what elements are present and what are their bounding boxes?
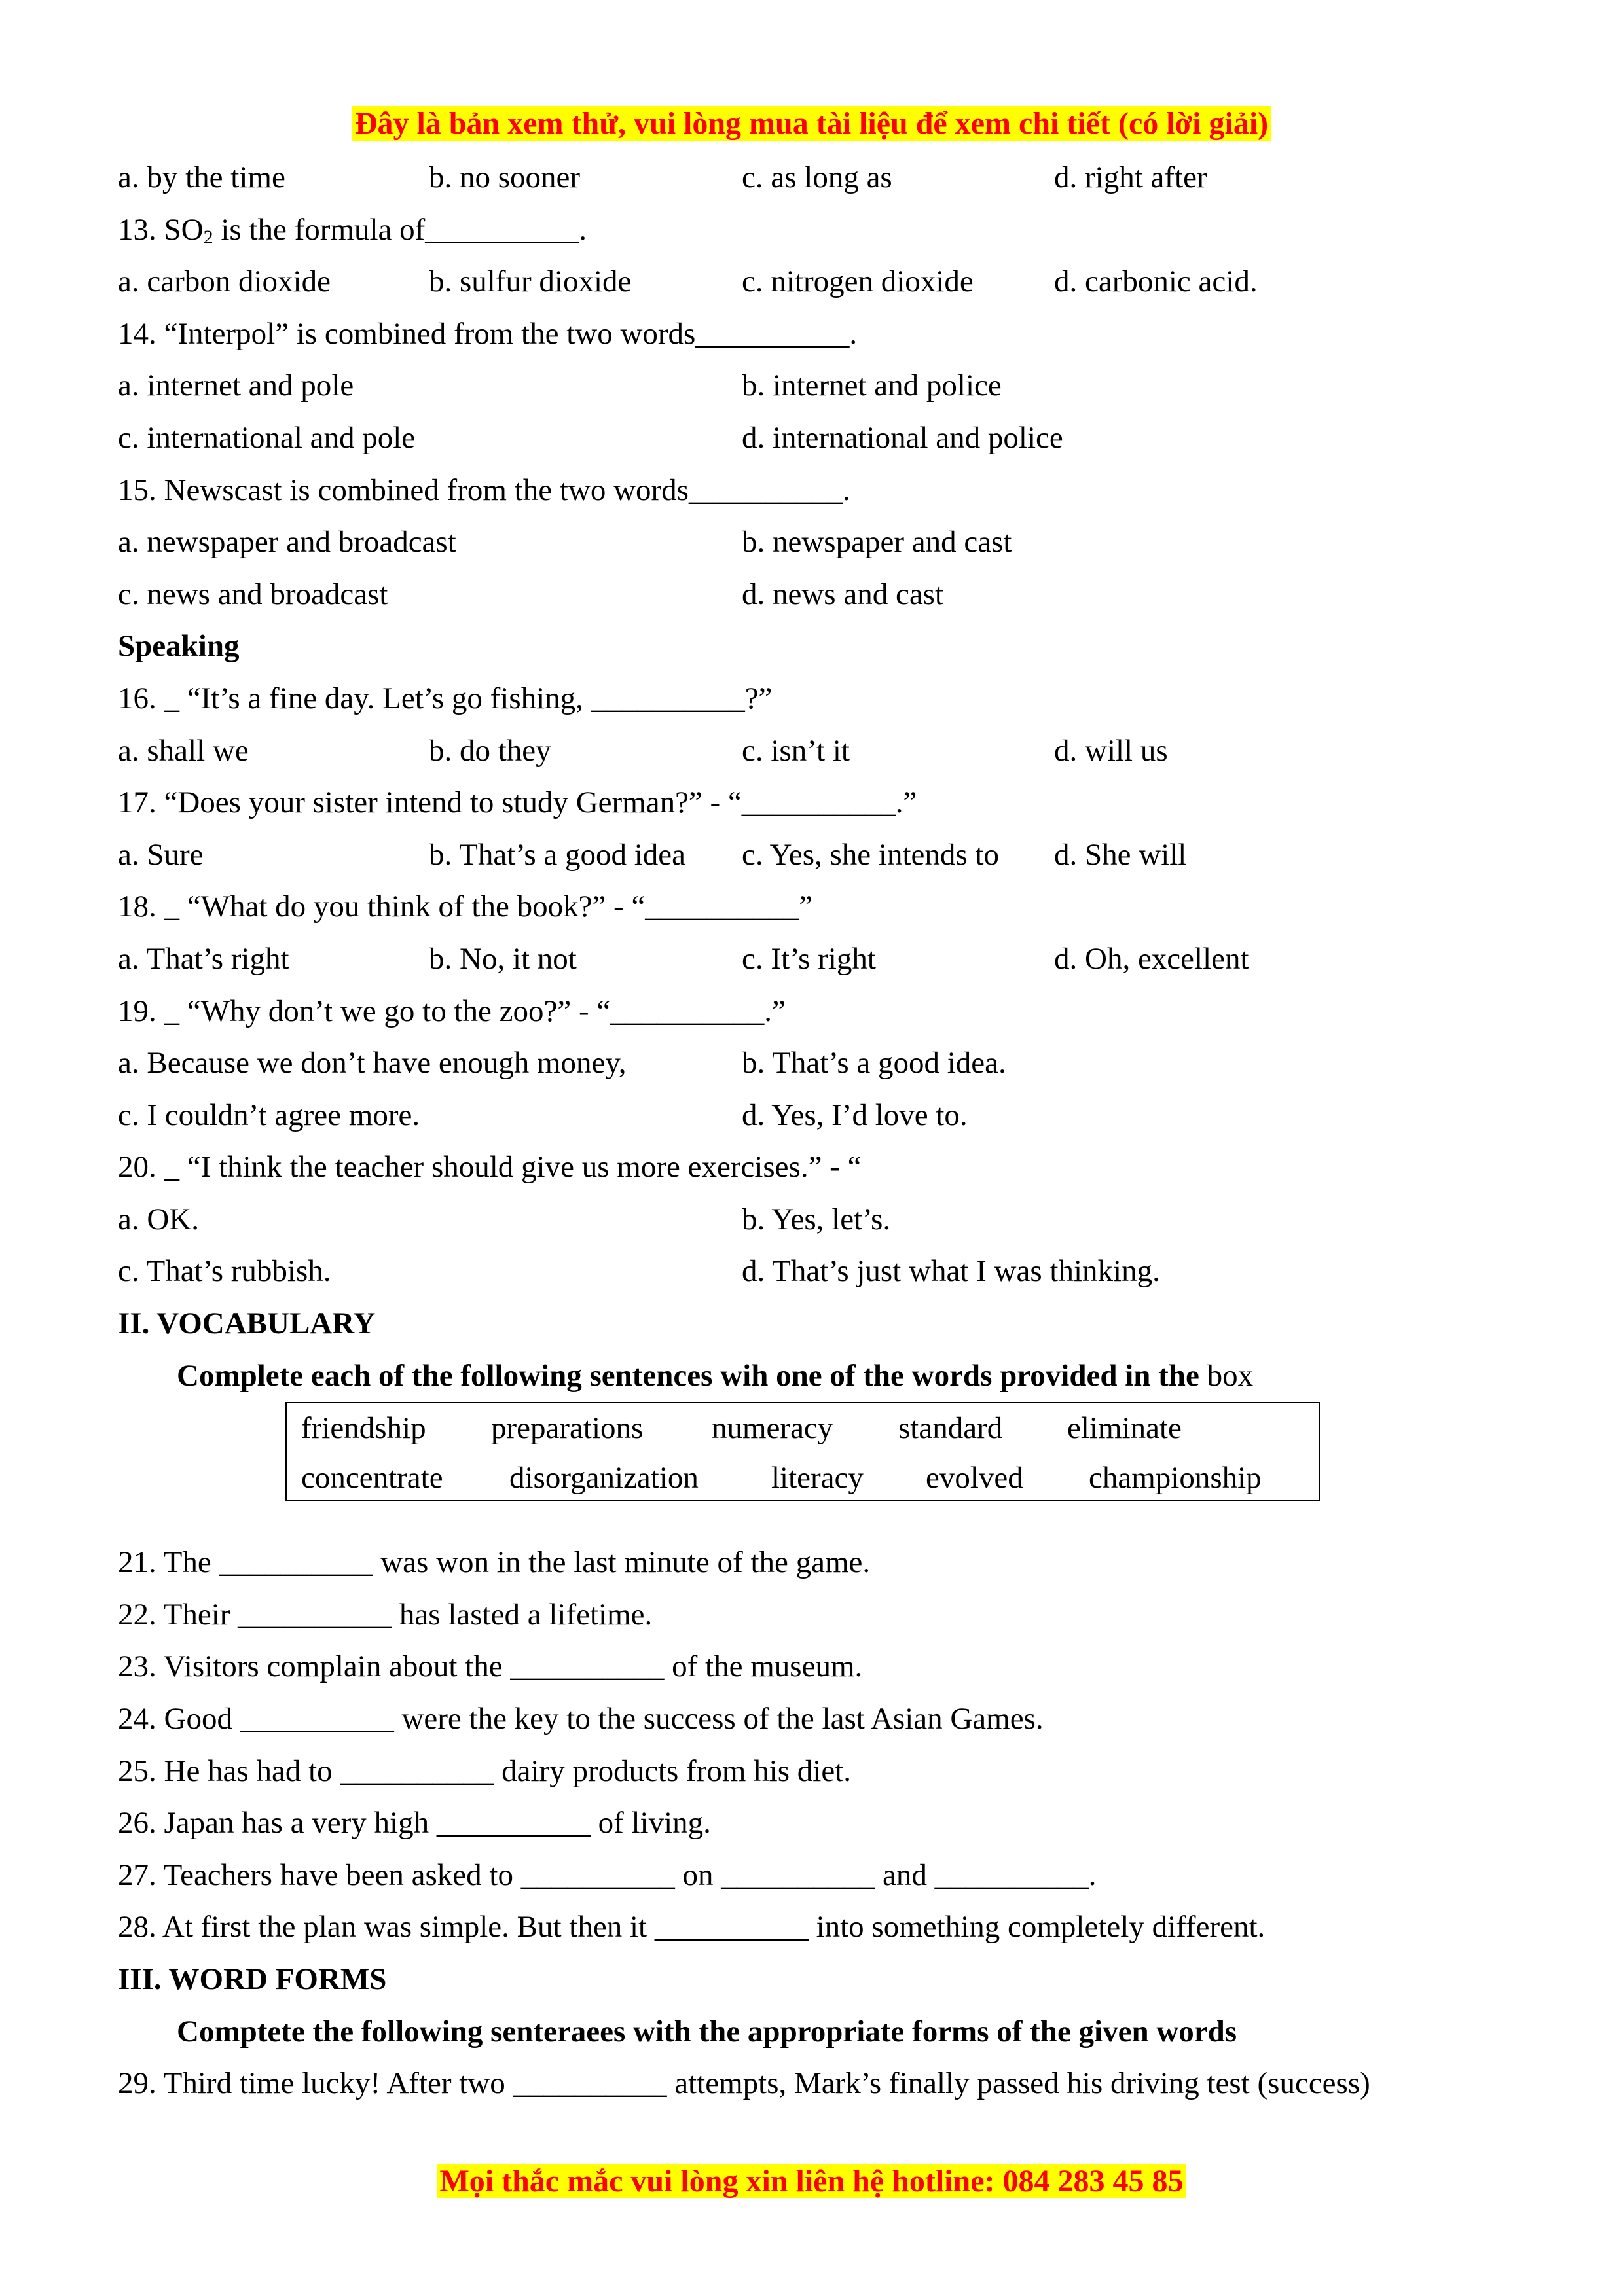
option: d. That’s just what I was thinking. — [742, 1254, 1160, 1289]
word: concentrate — [301, 1461, 443, 1496]
word: evolved — [926, 1461, 1023, 1496]
word: friendship — [301, 1411, 426, 1446]
option: d. Yes, I’d love to. — [742, 1098, 968, 1132]
option: c. nitrogen dioxide — [742, 264, 974, 299]
vocab-question: 22. Their __________ has lasted a lifetime. — [118, 1597, 653, 1632]
option: b. That’s a good idea — [429, 837, 686, 872]
section-heading-word-forms: III. WORD FORMS — [118, 1962, 387, 1996]
option-row — [118, 516, 1506, 569]
question: 19. _ “Why don’t we go to the zoo?” - “__________.” — [118, 994, 786, 1028]
option: b. internet and police — [742, 368, 1002, 403]
option: b. No, it not — [429, 941, 577, 976]
option-row — [118, 1037, 1506, 1090]
option: a. newspaper and broadcast — [118, 525, 456, 560]
option-row — [118, 152, 1506, 204]
option: b. That’s a good idea. — [742, 1046, 1006, 1081]
option-row — [118, 725, 1506, 778]
option: c. Yes, she intends to — [742, 837, 999, 872]
option: c. news and broadcast — [118, 577, 388, 611]
option-row — [118, 256, 1506, 308]
option: a. Because we don’t have enough money, — [118, 1046, 627, 1081]
option: c. international and pole — [118, 420, 416, 455]
option: b. sulfur dioxide — [429, 264, 632, 299]
vocab-question: 26. Japan has a very high __________ of living. — [118, 1806, 711, 1840]
hotline-banner: Mọi thắc mắc vui lòng xin liên hệ hotline: 084 283 45 85 — [0, 2161, 1623, 2202]
word: disorganization — [509, 1461, 699, 1496]
option: a. OK. — [118, 1202, 199, 1236]
vocabulary-instruction: Complete each of the following sentences wih one of the words provided in the box — [177, 1358, 1254, 1393]
section-heading-speaking: Speaking — [118, 629, 240, 664]
question: 20. _ “I think the teacher should give us more exercises.” - “ — [118, 1150, 862, 1185]
spacer — [118, 1501, 1506, 1537]
option-row — [118, 412, 1506, 465]
option: d. international and police — [742, 420, 1063, 455]
question: 16. _ “It’s a fine day. Let’s go fishing, __________?” — [118, 681, 773, 715]
question: 17. “Does your sister intend to study German?” - “__________.” — [118, 785, 917, 820]
option-row — [118, 360, 1506, 412]
word: preparations — [491, 1411, 644, 1446]
option-row — [118, 1194, 1506, 1246]
option-row — [118, 1090, 1506, 1142]
option: d. She will — [1054, 837, 1187, 872]
option: d. news and cast — [742, 577, 944, 611]
question: 18. _ “What do you think of the book?” - “__________” — [118, 889, 813, 924]
option: c. It’s right — [742, 941, 876, 976]
option-row — [118, 569, 1506, 621]
vocab-question: 25. He has had to __________ dairy products from his diet. — [118, 1753, 851, 1788]
vocab-question: 21. The __________ was won in the last minute of the game. — [118, 1545, 871, 1580]
option: d. Oh, excellent — [1054, 941, 1249, 976]
word: literacy — [771, 1461, 864, 1496]
question: 13. $SO_2$ is the formula of__________. — [118, 212, 587, 248]
word: standard — [898, 1411, 1003, 1446]
word-forms-question: 29. Third time lucky! After two __________ attempts, Mark’s finally passed his driving test (success) — [118, 2066, 1370, 2101]
word-forms-instruction: Comptete the following senteraees with the appropriate forms of the given words — [177, 2014, 1237, 2049]
vocab-question: 24. Good __________ were the key to the success of the last Asian Games. — [118, 1702, 1044, 1736]
word: eliminate — [1067, 1411, 1182, 1446]
section-heading-vocabulary: II. VOCABULARY — [118, 1306, 376, 1341]
option-row — [118, 829, 1506, 882]
option: d. right after — [1054, 160, 1207, 194]
option: a. internet and pole — [118, 368, 354, 403]
option: a. Sure — [118, 837, 204, 872]
option: c. isn’t it — [742, 733, 850, 768]
option: a. by the time — [118, 160, 285, 194]
question: 15. Newscast is combined from the two words__________. — [118, 473, 850, 507]
option-row — [118, 933, 1506, 986]
option: c. I couldn’t agree more. — [118, 1098, 420, 1132]
option: b. do they — [429, 733, 551, 768]
option: d. carbonic acid. — [1054, 264, 1258, 299]
word-box — [285, 1402, 1320, 1501]
option: b. newspaper and cast — [742, 525, 1012, 560]
exercise-content — [118, 152, 1506, 2110]
option: b. Yes, let’s. — [742, 1202, 891, 1236]
option: a. That’s right — [118, 941, 289, 976]
option: a. carbon dioxide — [118, 264, 331, 299]
vocab-question: 23. Visitors complain about the __________ of the museum. — [118, 1649, 863, 1684]
preview-banner: Đây là bản xem thử, vui lòng mua tài liệu để xem chi tiết (có lời giải) — [0, 103, 1623, 144]
option: d. will us — [1054, 733, 1168, 768]
option: a. shall we — [118, 733, 249, 768]
option: b. no sooner — [429, 160, 581, 194]
option-row — [118, 1246, 1506, 1298]
vocab-question: 28. At first the plan was simple. But then it __________ into something completely different. — [118, 1910, 1266, 1945]
word: championship — [1089, 1461, 1262, 1496]
question: 14. “Interpol” is combined from the two words__________. — [118, 316, 858, 351]
option: c. That’s rubbish. — [118, 1254, 331, 1289]
vocab-question: 27. Teachers have been asked to __________ on __________ and __________. — [118, 1857, 1097, 1892]
option: c. as long as — [742, 160, 892, 194]
word: numeracy — [712, 1411, 833, 1446]
